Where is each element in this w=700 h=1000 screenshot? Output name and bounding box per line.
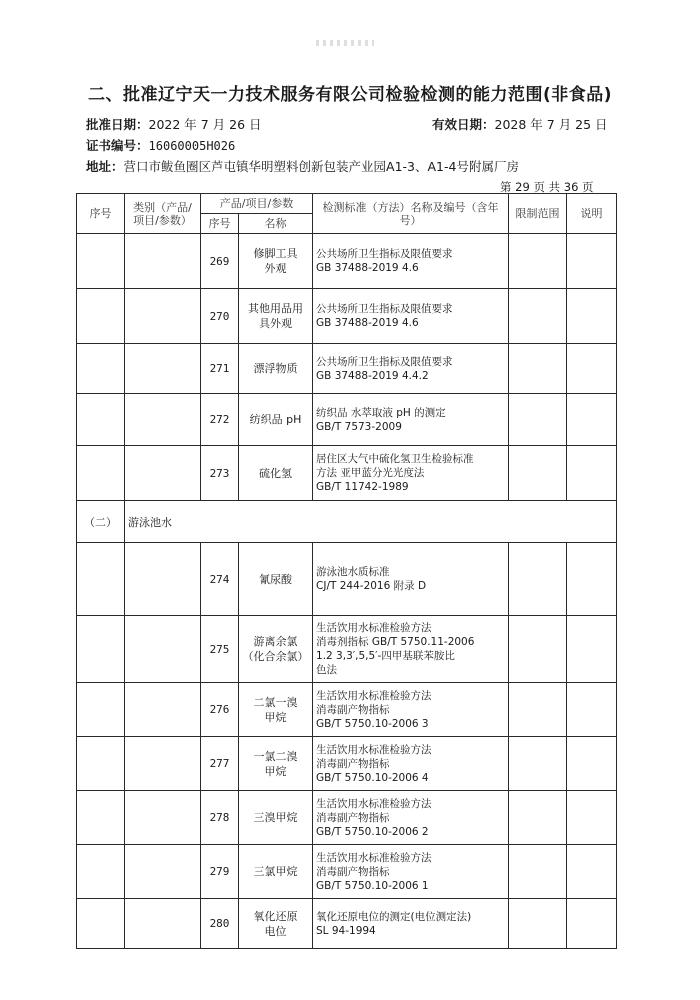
cell-name — [239, 791, 313, 845]
cell-limit — [509, 446, 567, 501]
cell-num: 276 — [201, 683, 239, 737]
cell-note — [567, 899, 617, 949]
cell-name — [239, 616, 313, 683]
cell-limit — [509, 791, 567, 845]
cell-category — [125, 446, 201, 501]
standard-line: 游泳池水质标准 — [316, 566, 390, 578]
cell-limit — [509, 344, 567, 394]
standard-line: 1.2 3,3′,5,5′-四甲基联苯胺比 — [316, 650, 455, 662]
cell-limit — [509, 737, 567, 791]
name-line: 漂浮物质 — [253, 362, 298, 375]
cell-standard — [313, 446, 509, 501]
cell-category — [125, 899, 201, 949]
name-line: 修脚工具 — [253, 247, 298, 260]
cell-category — [125, 737, 201, 791]
cell-seq — [77, 394, 125, 446]
standard-line: GB/T 5750.10-2006 3 — [316, 717, 429, 730]
table-row — [77, 446, 617, 501]
standard-line: GB/T 5750.10-2006 2 — [316, 825, 429, 838]
name-line: 二氯一溴 — [253, 695, 298, 709]
cell-category — [125, 344, 201, 394]
cell-name — [239, 289, 313, 344]
cell-category — [125, 234, 201, 289]
table-row — [77, 234, 617, 289]
table-body-part2 — [77, 543, 617, 949]
cell-category — [125, 543, 201, 616]
cell-num: 270 — [201, 289, 239, 344]
cell-name — [239, 344, 313, 394]
cell-limit — [509, 616, 567, 683]
cell-category — [125, 845, 201, 899]
standard-line: 方法 亚甲蓝分光光度法 — [316, 467, 425, 479]
cell-note — [567, 737, 617, 791]
cell-standard — [313, 543, 509, 616]
cell-standard — [313, 289, 509, 344]
standard-line: 生活饮用水标准检验方法 — [316, 689, 432, 702]
table-row — [77, 899, 617, 949]
cell-num: 272 — [201, 394, 239, 446]
valid-date-label: 有效日期： — [432, 117, 495, 132]
standard-line: 居住区大气中硫化氢卫生检验标准 — [316, 453, 474, 465]
cell-num: 280 — [201, 899, 239, 949]
address — [86, 157, 519, 175]
cell-seq — [77, 899, 125, 949]
cell-name — [239, 683, 313, 737]
cell-category — [125, 394, 201, 446]
cell-num: 274 — [201, 543, 239, 616]
cell-limit — [509, 289, 567, 344]
table-row — [77, 791, 617, 845]
table-row — [77, 394, 617, 446]
valid-date-value: 2028 年 7 月 25 日 — [494, 117, 608, 132]
standard-line: GB 37488-2019 4.4.2 — [316, 369, 429, 382]
standard-line: 氧化还原电位的测定(电位测定法) — [316, 910, 472, 923]
cell-seq — [77, 543, 125, 616]
header-standard: 检测标准（方法）名称及编号（含年号） — [313, 194, 509, 234]
cell-standard — [313, 344, 509, 394]
cell-category — [125, 289, 201, 344]
scope-table — [76, 193, 617, 949]
cell-note — [567, 791, 617, 845]
standard-line: GB 37488-2019 4.6 — [316, 317, 419, 329]
cell-limit — [509, 543, 567, 616]
cell-standard — [313, 899, 509, 949]
cell-num: 273 — [201, 446, 239, 501]
table-row — [77, 737, 617, 791]
cell-standard — [313, 234, 509, 289]
standard-line: SL 94-1994 — [316, 924, 376, 937]
cell-name — [239, 737, 313, 791]
header-category: 类别（产品/项目/参数） — [125, 194, 201, 234]
page-number: 第 29 页 共 36 页 — [500, 180, 594, 194]
cell-name — [239, 899, 313, 949]
name-line: 外观 — [264, 262, 287, 275]
cell-seq — [77, 737, 125, 791]
standard-line: 消毒剂指标 GB/T 5750.11-2006 — [316, 636, 475, 648]
cell-name — [239, 543, 313, 616]
table-row — [77, 543, 617, 616]
header-seq: 序号 — [77, 194, 125, 234]
certificate-number-label: 证书编号： — [86, 138, 149, 153]
table-row — [77, 289, 617, 344]
cell-category — [125, 683, 201, 737]
cell-limit — [509, 683, 567, 737]
standard-line: 公共场所卫生指标及限值要求 — [316, 355, 453, 368]
name-line: 甲烷 — [264, 764, 287, 778]
standard-line: 公共场所卫生指标及限值要求 — [316, 248, 453, 260]
cell-category — [125, 791, 201, 845]
cell-seq — [77, 845, 125, 899]
header-note: 说明 — [567, 194, 617, 234]
cell-num: 277 — [201, 737, 239, 791]
standard-line: 消毒副产物指标 — [316, 703, 390, 716]
standard-line: 生活饮用水标准检验方法 — [316, 743, 432, 756]
name-line: 三溴甲烷 — [253, 811, 298, 824]
name-line: 电位 — [264, 924, 287, 938]
cell-num: 279 — [201, 845, 239, 899]
standard-line: 生活饮用水标准检验方法 — [316, 622, 432, 634]
table-row — [77, 845, 617, 899]
cell-note — [567, 845, 617, 899]
standard-line: 纺织品 水萃取液 pH 的测定 — [316, 406, 446, 419]
cell-num: 278 — [201, 791, 239, 845]
cell-seq — [77, 289, 125, 344]
standard-line: GB/T 11742-1989 — [316, 481, 409, 493]
cell-note — [567, 234, 617, 289]
cell-note — [567, 543, 617, 616]
cell-name — [239, 446, 313, 501]
cell-standard — [313, 791, 509, 845]
table-body-part1 — [77, 234, 617, 501]
cell-num: 271 — [201, 344, 239, 394]
cell-seq — [77, 791, 125, 845]
header-num: 序号 — [201, 214, 239, 234]
certificate-number — [86, 136, 235, 154]
standard-line: 消毒副产物指标 — [316, 757, 390, 770]
name-line: 三氯甲烷 — [253, 865, 298, 878]
standard-line: 公共场所卫生指标及限值要求 — [316, 303, 453, 315]
table-row — [77, 683, 617, 737]
cell-num: 269 — [201, 234, 239, 289]
header-limit: 限制范围 — [509, 194, 567, 234]
approve-date — [86, 115, 262, 133]
standard-line: 生活饮用水标准检验方法 — [316, 797, 432, 810]
approve-date-value: 2022 年 7 月 26 日 — [148, 117, 262, 132]
name-line: 氧化还原 — [253, 909, 298, 923]
standard-line: 生活饮用水标准检验方法 — [316, 851, 432, 864]
header-name: 名称 — [239, 214, 313, 234]
standard-line: GB/T 5750.10-2006 4 — [316, 771, 429, 784]
name-line: 游离余氯 — [253, 635, 298, 648]
standard-line: 消毒副产物指标 — [316, 865, 390, 878]
section-seq: （二） — [77, 501, 125, 543]
cell-standard — [313, 616, 509, 683]
cell-name — [239, 394, 313, 446]
cell-seq — [77, 446, 125, 501]
standard-line: GB 37488-2019 4.6 — [316, 262, 419, 274]
cell-name — [239, 845, 313, 899]
scan-artifact — [316, 40, 374, 46]
standard-line: 色法 — [316, 664, 338, 676]
standard-line: 消毒副产物指标 — [316, 811, 390, 824]
name-line: （化合余氯） — [242, 650, 309, 663]
cell-limit — [509, 845, 567, 899]
cell-note — [567, 616, 617, 683]
address-value: 营口市鲅鱼圈区芦屯镇华明塑料创新包装产业园A1-3、A1-4号附属厂房 — [123, 159, 519, 174]
cell-category — [125, 616, 201, 683]
name-line: 纺织品 pH — [249, 413, 302, 426]
standard-line: CJ/T 244-2016 附录 D — [316, 580, 427, 592]
table-row — [77, 344, 617, 394]
cell-seq — [77, 683, 125, 737]
cell-standard — [313, 683, 509, 737]
name-line: 具外观 — [259, 317, 292, 330]
name-line: 氰尿酸 — [259, 572, 292, 586]
cell-note — [567, 683, 617, 737]
cell-name — [239, 234, 313, 289]
table-section — [77, 501, 617, 543]
name-line: 甲烷 — [264, 710, 287, 724]
certificate-number-value: 16060005H026 — [148, 139, 236, 153]
name-line: 硫化氢 — [259, 466, 292, 480]
approve-date-label: 批准日期： — [86, 117, 149, 132]
cell-note — [567, 394, 617, 446]
standard-line: GB/T 7573-2009 — [316, 420, 402, 433]
section-row — [77, 501, 617, 543]
cell-seq — [77, 616, 125, 683]
name-line: 一氯二溴 — [253, 749, 298, 763]
cell-note — [567, 344, 617, 394]
cell-seq — [77, 234, 125, 289]
cell-limit — [509, 899, 567, 949]
address-label: 地址： — [86, 159, 124, 174]
section-label: 游泳池水 — [125, 501, 617, 543]
header-product-group: 产品/项目/参数 — [201, 194, 313, 214]
name-line: 其他用品用 — [248, 302, 303, 315]
cell-num: 275 — [201, 616, 239, 683]
cell-note — [567, 446, 617, 501]
standard-line: GB/T 5750.10-2006 1 — [316, 879, 429, 892]
page-title: 二、批准辽宁天一力技术服务有限公司检验检测的能力范围(非食品) — [87, 85, 613, 105]
table-row — [77, 616, 617, 683]
cell-limit — [509, 394, 567, 446]
valid-date — [432, 115, 608, 133]
cell-seq — [77, 344, 125, 394]
cell-standard — [313, 845, 509, 899]
cell-note — [567, 289, 617, 344]
cell-limit — [509, 234, 567, 289]
cell-standard — [313, 394, 509, 446]
cell-standard — [313, 737, 509, 791]
